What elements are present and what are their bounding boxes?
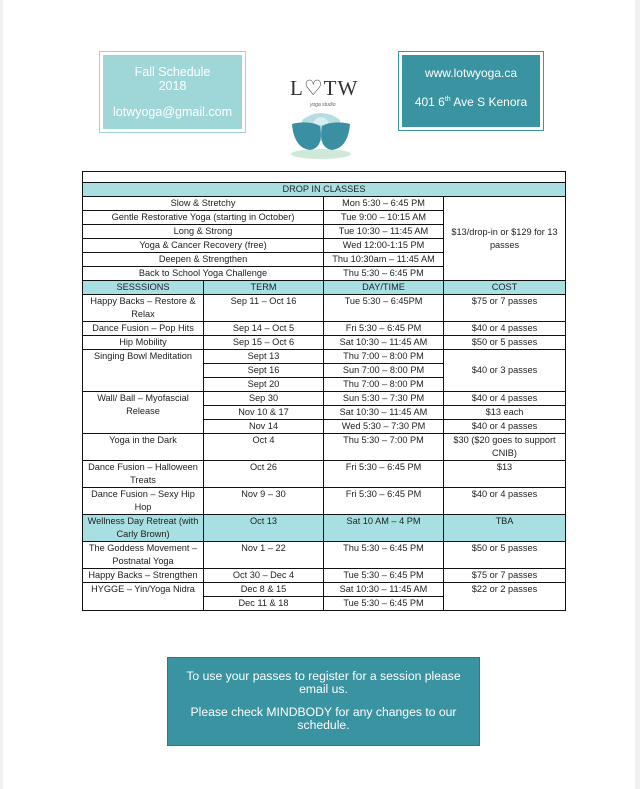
session-name: Dance Fusion – Halloween Treats xyxy=(83,461,204,488)
schedule-page xyxy=(3,0,635,789)
session-row xyxy=(83,434,566,461)
session-time: Tue 5:30 – 6:45 PM xyxy=(324,569,444,583)
session-row xyxy=(83,392,566,406)
session-name: Yoga in the Dark xyxy=(83,434,204,461)
session-cost: TBA xyxy=(444,515,566,542)
dropin-class-time: Thu 5:30 – 6:45 PM xyxy=(324,267,444,281)
session-term: Oct 26 xyxy=(204,461,324,488)
session-cost: $50 or 5 passes xyxy=(444,336,566,350)
dropin-class-name: Slow & Stretchy xyxy=(83,197,324,211)
session-row xyxy=(83,542,566,569)
session-term: Sept 16 xyxy=(204,364,324,378)
dropin-class-time: Tue 9:00 – 10:15 AM xyxy=(324,211,444,225)
session-term: Oct 13 xyxy=(204,515,324,542)
session-cost: $50 or 5 passes xyxy=(444,542,566,569)
schedule-year: 2018 xyxy=(158,79,187,93)
session-term: Nov 9 – 30 xyxy=(204,488,324,515)
col-term: TERM xyxy=(204,281,324,295)
dropin-class-time: Thu 10:30am – 11:45 AM xyxy=(324,253,444,267)
session-cost: $40 or 4 passes xyxy=(444,392,566,406)
session-cost: $30 ($20 goes to support CNIB) xyxy=(444,434,566,461)
dropin-class-time: Mon 5:30 – 6:45 PM xyxy=(324,197,444,211)
session-name: Hip Mobility xyxy=(83,336,204,350)
schedule-table xyxy=(82,171,566,611)
session-time: Sun 5:30 – 7:30 PM xyxy=(324,392,444,406)
session-name: Happy Backs – Restore & Relax xyxy=(83,295,204,322)
session-name: Singing Bowl Meditation xyxy=(83,350,204,392)
session-time: Thu 5:30 – 7:00 PM xyxy=(324,434,444,461)
session-time: Sat 10:30 – 11:45 AM xyxy=(324,406,444,420)
dropin-cost: $13/drop-in or $129 for 13 passes xyxy=(444,197,566,281)
logo-tagline: yoga studio xyxy=(310,102,336,108)
session-time: Sat 10:30 – 11:45 AM xyxy=(324,336,444,350)
dropin-title: DROP IN CLASSES xyxy=(83,183,566,197)
dropin-row xyxy=(83,197,566,211)
logo-wordmark: L♡TW xyxy=(290,76,359,100)
session-term: Oct 30 – Dec 4 xyxy=(204,569,324,583)
session-time: Sat 10:30 – 11:45 AM xyxy=(324,583,444,597)
session-cost: $40 or 4 passes xyxy=(444,322,566,336)
session-term: Oct 4 xyxy=(204,434,324,461)
registration-note xyxy=(167,657,480,746)
fall-schedule-box xyxy=(99,51,246,133)
session-term: Sep 14 – Oct 5 xyxy=(204,322,324,336)
studio-address: 401 6th Ave S Kenora xyxy=(414,95,528,109)
session-time: Tue 5:30 – 6:45 PM xyxy=(324,597,444,611)
top-bar-row xyxy=(83,172,566,183)
session-name: HYGGE – Yin/Yoga Nidra xyxy=(83,583,204,611)
mindboby-note: Please check MINDBODY for any changes to our schedule. xyxy=(190,705,457,732)
session-cost: $40 or 4 passes xyxy=(444,488,566,515)
session-time: Sat 10 AM – 4 PM xyxy=(324,515,444,542)
dropin-class-name: Back to School Yoga Challenge xyxy=(83,267,324,281)
session-time: Fri 5:30 – 6:45 PM xyxy=(324,322,444,336)
session-row xyxy=(83,488,566,515)
dropin-class-name: Yoga & Cancer Recovery (free) xyxy=(83,239,324,253)
session-time: Thu 5:30 – 6:45 PM xyxy=(324,542,444,569)
session-term: Dec 11 & 18 xyxy=(204,597,324,611)
session-name: The Goddess Movement – Postnatal Yoga xyxy=(83,542,204,569)
session-cost: $13 xyxy=(444,461,566,488)
session-time: Fri 5:30 – 6:45 PM xyxy=(324,461,444,488)
session-name: Happy Backs – Strengthen xyxy=(83,569,204,583)
dropin-class-name: Deepen & Strengthen xyxy=(83,253,324,267)
register-instruction: To use your passes to register for a session please email us. xyxy=(186,669,461,696)
session-time: Tue 5:30 – 6:45PM xyxy=(324,295,444,322)
session-time: Fri 5:30 – 6:45 PM xyxy=(324,488,444,515)
session-term: Sept 20 xyxy=(204,378,324,392)
session-row-highlighted xyxy=(83,515,566,542)
contact-email[interactable]: lotwyoga@gmail.com xyxy=(113,105,232,119)
session-cost: $40 or 3 passes xyxy=(444,350,566,392)
contact-box xyxy=(398,51,544,131)
session-term: Sept 13 xyxy=(204,350,324,364)
dropin-class-time: Tue 10:30 – 11:45 AM xyxy=(324,225,444,239)
lotus-icon xyxy=(280,76,362,160)
session-row xyxy=(83,322,566,336)
session-term: Nov 14 xyxy=(204,420,324,434)
website-link[interactable]: www.lotwyoga.ca xyxy=(424,66,518,80)
session-time: Sun 7:00 – 8:00 PM xyxy=(324,364,444,378)
session-name: Wall/ Ball – Myofascial Release xyxy=(83,392,204,434)
session-cost: $75 or 7 passes xyxy=(444,569,566,583)
session-cost: $75 or 7 passes xyxy=(444,295,566,322)
session-time: Wed 5:30 – 7:30 PM xyxy=(324,420,444,434)
session-row xyxy=(83,569,566,583)
dropin-class-time: Wed 12:00-1:15 PM xyxy=(324,239,444,253)
session-time: Thu 7:00 – 8:00 PM xyxy=(324,378,444,392)
session-term: Sep 11 – Oct 16 xyxy=(204,295,324,322)
schedule-title: Fall Schedule xyxy=(134,65,211,79)
col-cost: COST xyxy=(444,281,566,295)
session-term: Nov 1 – 22 xyxy=(204,542,324,569)
session-row xyxy=(83,350,566,364)
session-name: Wellness Day Retreat (with Carly Brown) xyxy=(83,515,204,542)
session-time: Thu 7:00 – 8:00 PM xyxy=(324,350,444,364)
col-sessions: SESSSIONS xyxy=(83,281,204,295)
dropin-class-name: Long & Strong xyxy=(83,225,324,239)
session-name: Dance Fusion – Pop Hits xyxy=(83,322,204,336)
session-row xyxy=(83,295,566,322)
dropin-header-row xyxy=(83,183,566,197)
session-cost: $13 each xyxy=(444,406,566,420)
session-term: Sep 30 xyxy=(204,392,324,406)
dropin-class-name: Gentle Restorative Yoga (starting in October) xyxy=(83,211,324,225)
lotw-logo xyxy=(280,76,362,160)
session-term: Sep 15 – Oct 6 xyxy=(204,336,324,350)
sessions-header-row xyxy=(83,281,566,295)
session-row xyxy=(83,336,566,350)
session-term: Dec 8 & 15 xyxy=(204,583,324,597)
session-cost: $40 or 4 passes xyxy=(444,420,566,434)
session-row xyxy=(83,461,566,488)
session-row xyxy=(83,583,566,597)
session-term: Nov 10 & 17 xyxy=(204,406,324,420)
session-name: Dance Fusion – Sexy Hip Hop xyxy=(83,488,204,515)
session-cost: $22 or 2 passes xyxy=(444,583,566,611)
col-daytime: DAY/TIME xyxy=(324,281,444,295)
